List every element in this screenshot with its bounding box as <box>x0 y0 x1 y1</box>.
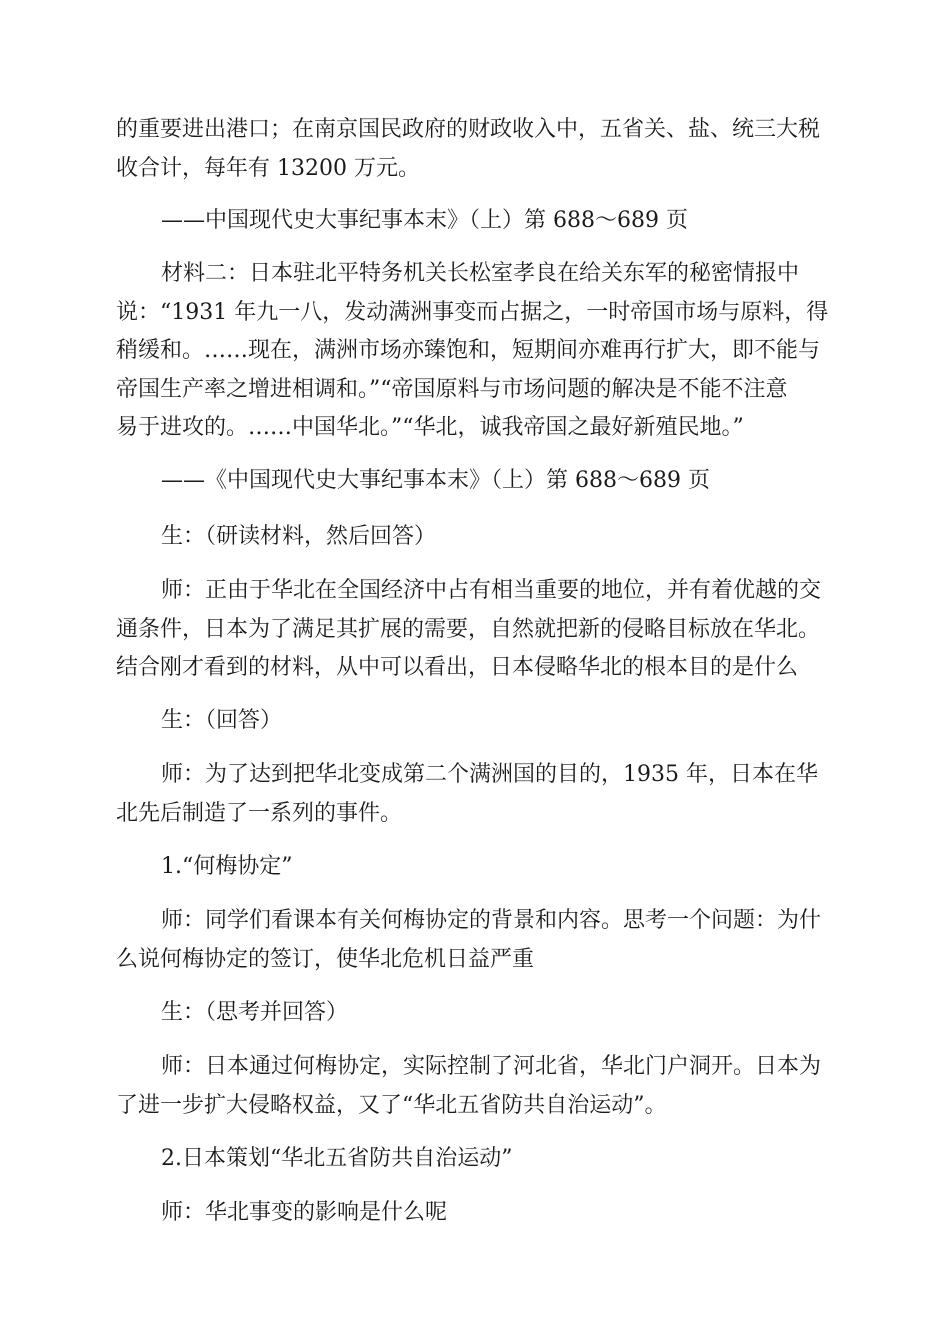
text-line: 师：同学们看课本有关何梅协定的背景和内容。思考一个问题：为什 <box>161 908 822 933</box>
teacher-paragraph <box>116 902 840 979</box>
text-line: 师：日本通过何梅协定，实际控制了河北省，华北门户洞开。日本为 <box>161 1054 822 1079</box>
teacher-paragraph <box>116 1048 840 1125</box>
teacher-paragraph <box>116 572 840 688</box>
text-line: 的重要进出港口；在南京国民政府的财政收入中，五省关、盐、统三大税 <box>116 117 821 142</box>
student-response <box>161 702 841 741</box>
section-heading <box>161 1140 841 1179</box>
student-response <box>161 518 841 557</box>
text-line: ——中国现代史大事纪事本末》（上）第 688～689 页 <box>161 208 688 233</box>
text-line: ——《中国现代史大事纪事本末》（上）第 688～689 页 <box>161 468 710 493</box>
text-line: 说：“1931 年九一八，发动满洲事变而占据之，一时帝国市场与原料，得 <box>116 299 829 325</box>
section-heading <box>161 848 841 887</box>
text-line: 师：华北事变的影响是什么呢 <box>161 1200 448 1225</box>
text-line: 生：（回答） <box>161 708 283 733</box>
citation-line <box>161 202 841 241</box>
text-line: 结合刚才看到的材料，从中可以看出，日本侵略华北的根本目的是什么 <box>116 655 799 680</box>
paragraph-material-one-end <box>116 111 840 188</box>
text-line: 了进一步扩大侵略权益，又了“华北五省防共自治运动”。 <box>116 1092 667 1118</box>
text-line: 收合计，每年有 13200 万元。 <box>116 155 420 181</box>
text-line: 帝国生产率之增进相调和。”“帝国原料与市场问题的解决是不能不注意 <box>116 376 788 402</box>
text-line: 师：正由于华北在全国经济中占有相当重要的地位，并有着优越的交 <box>161 578 822 603</box>
text-line: 2.日本策划“华北五省防共自治运动” <box>161 1146 513 1171</box>
student-response <box>161 994 841 1033</box>
text-line: 么说何梅协定的签订，使华北危机日益严重 <box>116 946 535 972</box>
teacher-question <box>161 1194 841 1233</box>
text-line: 师：为了达到把华北变成第二个满洲国的目的，1935 年，日本在华 <box>161 762 818 787</box>
text-line: 生：（研读材料，然后回答） <box>161 524 437 549</box>
text-line: 稍缓和。……现在，满洲市场亦臻饱和，短期间亦难再行扩大，即不能与 <box>116 338 821 363</box>
text-line: 易于进攻的。……中国华北。”“华北，诚我帝国之最好新殖民地。” <box>116 415 744 440</box>
text-line: 生：（思考并回答） <box>161 1000 349 1025</box>
teacher-paragraph <box>116 756 840 833</box>
citation-line <box>161 462 841 501</box>
text-line: 通条件，日本为了满足其扩展的需要，自然就把新的侵略目标放在华北。 <box>116 616 821 642</box>
text-line: 材料二：日本驻北平特务机关长松室孝良在给关东军的秘密情报中 <box>161 261 800 286</box>
paragraph-material-two <box>116 255 840 448</box>
text-line: 1.“何梅协定” <box>161 854 293 879</box>
text-line: 北先后制造了一系列的事件。 <box>116 800 403 826</box>
